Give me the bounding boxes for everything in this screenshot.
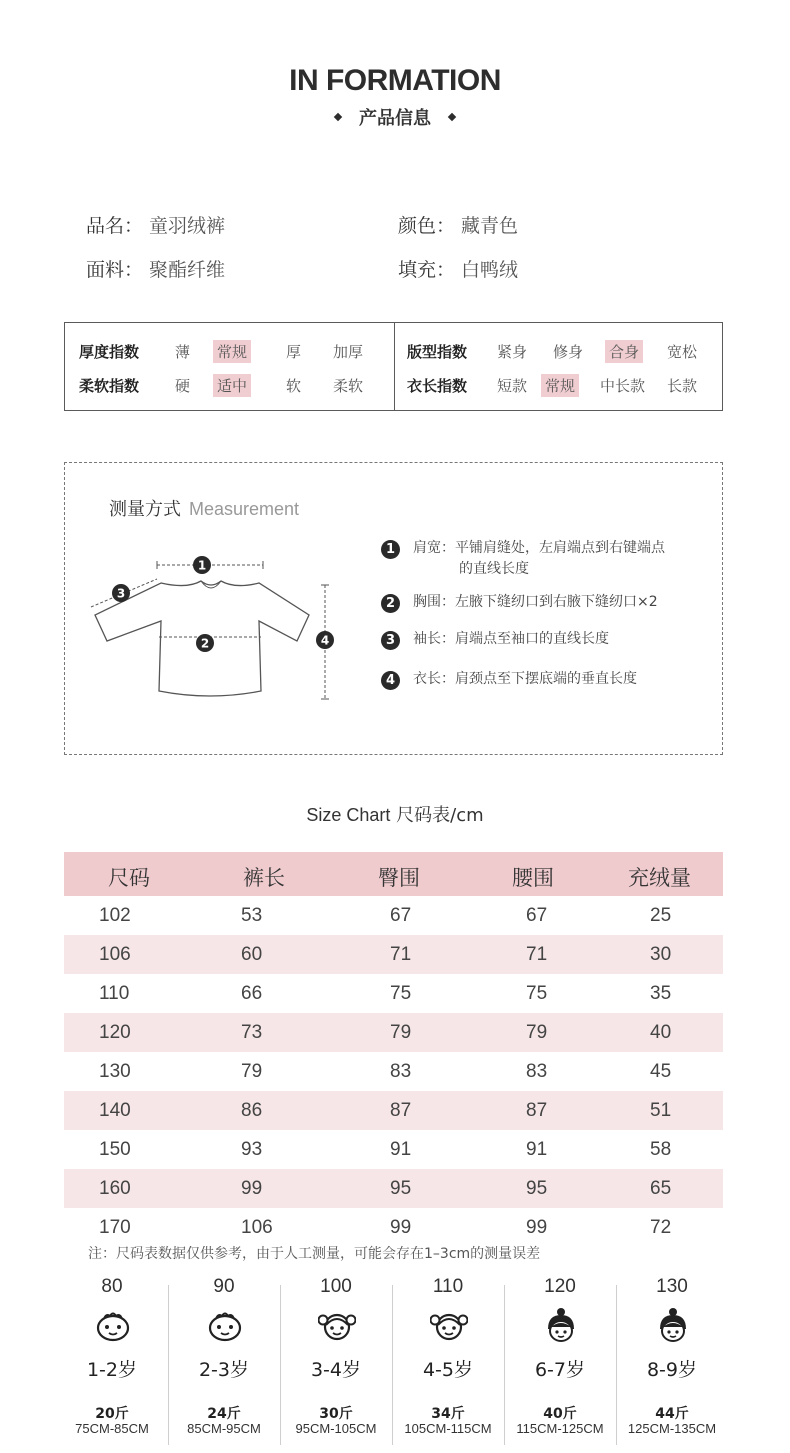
column-header: 裤长 — [243, 866, 285, 890]
measurement-item-desc: 肩端点至袖口的直线长度 — [455, 631, 609, 647]
diamond-icon — [334, 113, 342, 121]
age-card-weight: 34斤 — [431, 1406, 465, 1422]
index-row-softness — [79, 373, 389, 397]
diamond-icon — [448, 113, 456, 121]
page-title: IN FORMATION — [289, 64, 501, 97]
measurement-title — [109, 495, 299, 521]
column-divider — [280, 1285, 281, 1445]
measurement-item-text — [413, 669, 637, 690]
table-row — [64, 896, 723, 935]
column-divider — [504, 1285, 505, 1445]
info-fill — [398, 255, 518, 282]
table-cell: 160 — [99, 1178, 131, 1199]
measurement-title-en: Measurement — [189, 499, 300, 519]
table-row — [64, 974, 723, 1013]
age-card-weight: 44斤 — [655, 1406, 689, 1422]
table-row — [64, 1013, 723, 1052]
index-option-selected: 常规 — [541, 374, 579, 397]
index-option: 加厚 — [333, 342, 364, 361]
age-card-height: 85CM-95CM — [187, 1421, 261, 1436]
index-row-fit — [407, 339, 717, 363]
table-cell: 99 — [526, 1217, 548, 1238]
table-cell: 99 — [241, 1178, 263, 1199]
table-cell: 73 — [241, 1022, 263, 1043]
index-label: 厚度指数 — [79, 342, 140, 361]
info-label: 填充： — [398, 259, 456, 281]
index-label: 柔软指数 — [79, 376, 140, 395]
index-option: 修身 — [553, 342, 584, 361]
table-cell: 83 — [390, 1061, 412, 1082]
age-card-height: 75CM-85CM — [75, 1421, 149, 1436]
measurement-item-desc: 左腋下缝纫口到右腋下缝纫口×2 — [455, 594, 658, 610]
age-card-weight: 30斤 — [319, 1406, 353, 1422]
age-card-weight: 40斤 — [543, 1406, 577, 1422]
age-card-age: 8-9岁 — [646, 1359, 698, 1381]
table-cell: 25 — [650, 905, 672, 926]
measurement-item-name: 胸围： — [413, 594, 455, 610]
baby-face-icon — [206, 1307, 244, 1345]
size-chart-title-en: Size Chart — [306, 805, 391, 825]
age-card-age: 2-3岁 — [198, 1359, 250, 1381]
age-card-height: 125CM-135CM — [627, 1421, 717, 1436]
size-table-header — [64, 852, 723, 896]
table-cell: 150 — [99, 1139, 131, 1160]
column-header: 腰围 — [512, 866, 554, 890]
index-label: 版型指数 — [407, 342, 468, 361]
age-card-weight: 20斤 — [95, 1406, 129, 1422]
table-row — [64, 1091, 723, 1130]
table-cell: 45 — [650, 1061, 672, 1082]
measurement-item-text — [413, 592, 658, 613]
age-card-age: 4-5岁 — [422, 1359, 474, 1381]
table-cell: 79 — [526, 1022, 548, 1043]
table-cell: 72 — [650, 1217, 672, 1238]
table-cell: 170 — [99, 1217, 131, 1238]
size-note: 注：尺码表数据仅供参考，由于人工测量，可能会存在1–3cm的测量误差 — [88, 1246, 541, 1262]
table-cell: 67 — [390, 905, 412, 926]
age-card-size: 110 — [432, 1276, 464, 1297]
column-divider — [392, 1285, 393, 1445]
garment-diagram-icon — [87, 551, 347, 711]
measurement-item-name: 衣长： — [413, 671, 455, 687]
measurement-box — [64, 462, 723, 755]
page-subtitle — [0, 104, 790, 130]
table-cell: 65 — [650, 1178, 672, 1199]
table-row — [64, 1208, 723, 1247]
info-color — [398, 211, 518, 238]
girl-pigtails-icon — [318, 1307, 356, 1345]
info-value: 童羽绒裤 — [149, 215, 226, 237]
girl-bun-icon — [654, 1307, 692, 1345]
table-cell: 99 — [390, 1217, 412, 1238]
info-label: 品名： — [86, 215, 144, 237]
index-option: 长款 — [667, 376, 698, 395]
age-card-size: 120 — [544, 1276, 576, 1297]
table-cell: 86 — [241, 1100, 263, 1121]
index-option-selected: 合身 — [605, 340, 643, 363]
table-cell: 110 — [99, 983, 130, 1004]
table-cell: 30 — [650, 944, 672, 965]
age-card-height: 95CM-105CM — [295, 1421, 377, 1436]
table-row — [64, 935, 723, 974]
column-header: 尺码 — [108, 866, 150, 890]
table-cell: 67 — [526, 905, 548, 926]
table-row — [64, 1130, 723, 1169]
table-row — [64, 1169, 723, 1208]
measurement-item-desc-2: 的直线长度 — [459, 561, 529, 577]
table-cell: 87 — [390, 1100, 412, 1121]
index-divider — [394, 323, 395, 410]
table-cell: 71 — [526, 944, 548, 965]
number-badge-icon: 2 — [381, 594, 400, 613]
table-cell: 40 — [650, 1022, 672, 1043]
girl-bun-icon — [542, 1307, 580, 1345]
index-option: 柔软 — [333, 376, 364, 395]
index-option-selected: 常规 — [213, 340, 251, 363]
column-divider — [168, 1285, 169, 1445]
age-card-height: 115CM-125CM — [516, 1421, 604, 1436]
index-option-selected: 适中 — [213, 374, 251, 397]
table-cell: 140 — [99, 1100, 131, 1121]
info-fabric — [86, 255, 225, 282]
age-card-age: 3-4岁 — [310, 1359, 362, 1381]
index-option: 厚 — [286, 342, 302, 361]
svg-text:4: 4 — [320, 633, 330, 648]
index-option: 硬 — [175, 376, 191, 395]
column-header: 充绒量 — [628, 866, 691, 890]
info-name — [86, 211, 225, 238]
age-card-height: 105CM-115CM — [404, 1421, 492, 1436]
table-cell: 91 — [526, 1139, 548, 1160]
number-badge-icon: 4 — [381, 671, 400, 690]
number-badge-icon: 3 — [381, 631, 400, 650]
table-cell: 87 — [526, 1100, 548, 1121]
table-cell: 75 — [390, 983, 412, 1004]
table-cell: 102 — [99, 905, 131, 926]
table-cell: 79 — [390, 1022, 412, 1043]
baby-face-icon — [94, 1307, 132, 1345]
table-cell: 71 — [390, 944, 412, 965]
age-card-size: 100 — [320, 1276, 352, 1297]
index-option: 薄 — [175, 342, 191, 361]
info-label: 面料： — [86, 259, 144, 281]
index-option: 宽松 — [667, 342, 698, 361]
svg-text:3: 3 — [116, 586, 126, 601]
age-card-size: 90 — [213, 1276, 235, 1297]
info-value: 藏青色 — [461, 215, 519, 237]
table-cell: 91 — [390, 1139, 412, 1160]
table-cell: 120 — [99, 1022, 131, 1043]
age-card-weight: 24斤 — [207, 1406, 241, 1422]
index-row-length — [407, 373, 717, 397]
girl-pigtails-icon — [430, 1307, 468, 1345]
measurement-item-desc: 平铺肩缝处，左肩端点到右键端点 — [455, 540, 665, 556]
size-chart-title — [0, 801, 790, 827]
table-row — [64, 1052, 723, 1091]
measurement-item-text — [413, 629, 609, 650]
index-option: 紧身 — [497, 342, 528, 361]
table-cell: 95 — [526, 1178, 548, 1199]
measurement-item-text — [413, 538, 665, 559]
table-cell: 130 — [99, 1061, 131, 1082]
table-cell: 60 — [241, 944, 263, 965]
age-card-size: 80 — [101, 1276, 123, 1297]
table-cell: 93 — [241, 1139, 263, 1160]
subtitle-text: 产品信息 — [359, 108, 431, 129]
table-cell: 66 — [241, 983, 263, 1004]
measurement-item-name: 肩宽： — [413, 540, 455, 556]
measurement-item-desc: 肩颈点至下摆底端的垂直长度 — [455, 671, 637, 687]
table-cell: 83 — [526, 1061, 548, 1082]
table-cell: 79 — [241, 1061, 263, 1082]
index-table — [64, 322, 723, 411]
measurement-item-name: 袖长： — [413, 631, 455, 647]
column-divider — [616, 1285, 617, 1445]
index-label: 衣长指数 — [407, 376, 468, 395]
age-card-age: 1-2岁 — [86, 1359, 138, 1381]
number-badge-icon: 1 — [381, 540, 400, 559]
column-header: 臀围 — [378, 866, 420, 890]
table-cell: 58 — [650, 1139, 672, 1160]
info-value: 白鸭绒 — [461, 259, 519, 281]
table-cell: 106 — [241, 1217, 273, 1238]
info-label: 颜色： — [398, 215, 456, 237]
index-row-thickness — [79, 339, 389, 363]
measurement-title-cn: 测量方式 — [109, 499, 181, 520]
table-cell: 106 — [99, 944, 131, 965]
index-option: 中长款 — [600, 376, 646, 395]
info-value: 聚酯纤维 — [149, 259, 226, 281]
age-card-age: 6-7岁 — [534, 1359, 586, 1381]
size-chart-title-cn: 尺码表/cm — [396, 805, 484, 826]
age-card-size: 130 — [656, 1276, 688, 1297]
table-cell: 75 — [526, 983, 548, 1004]
svg-text:1: 1 — [197, 558, 207, 573]
svg-text:2: 2 — [200, 636, 210, 651]
index-option: 短款 — [497, 376, 528, 395]
table-cell: 35 — [650, 983, 672, 1004]
table-cell: 95 — [390, 1178, 412, 1199]
table-cell: 51 — [650, 1100, 672, 1121]
table-cell: 53 — [241, 905, 263, 926]
index-option: 软 — [286, 376, 302, 395]
